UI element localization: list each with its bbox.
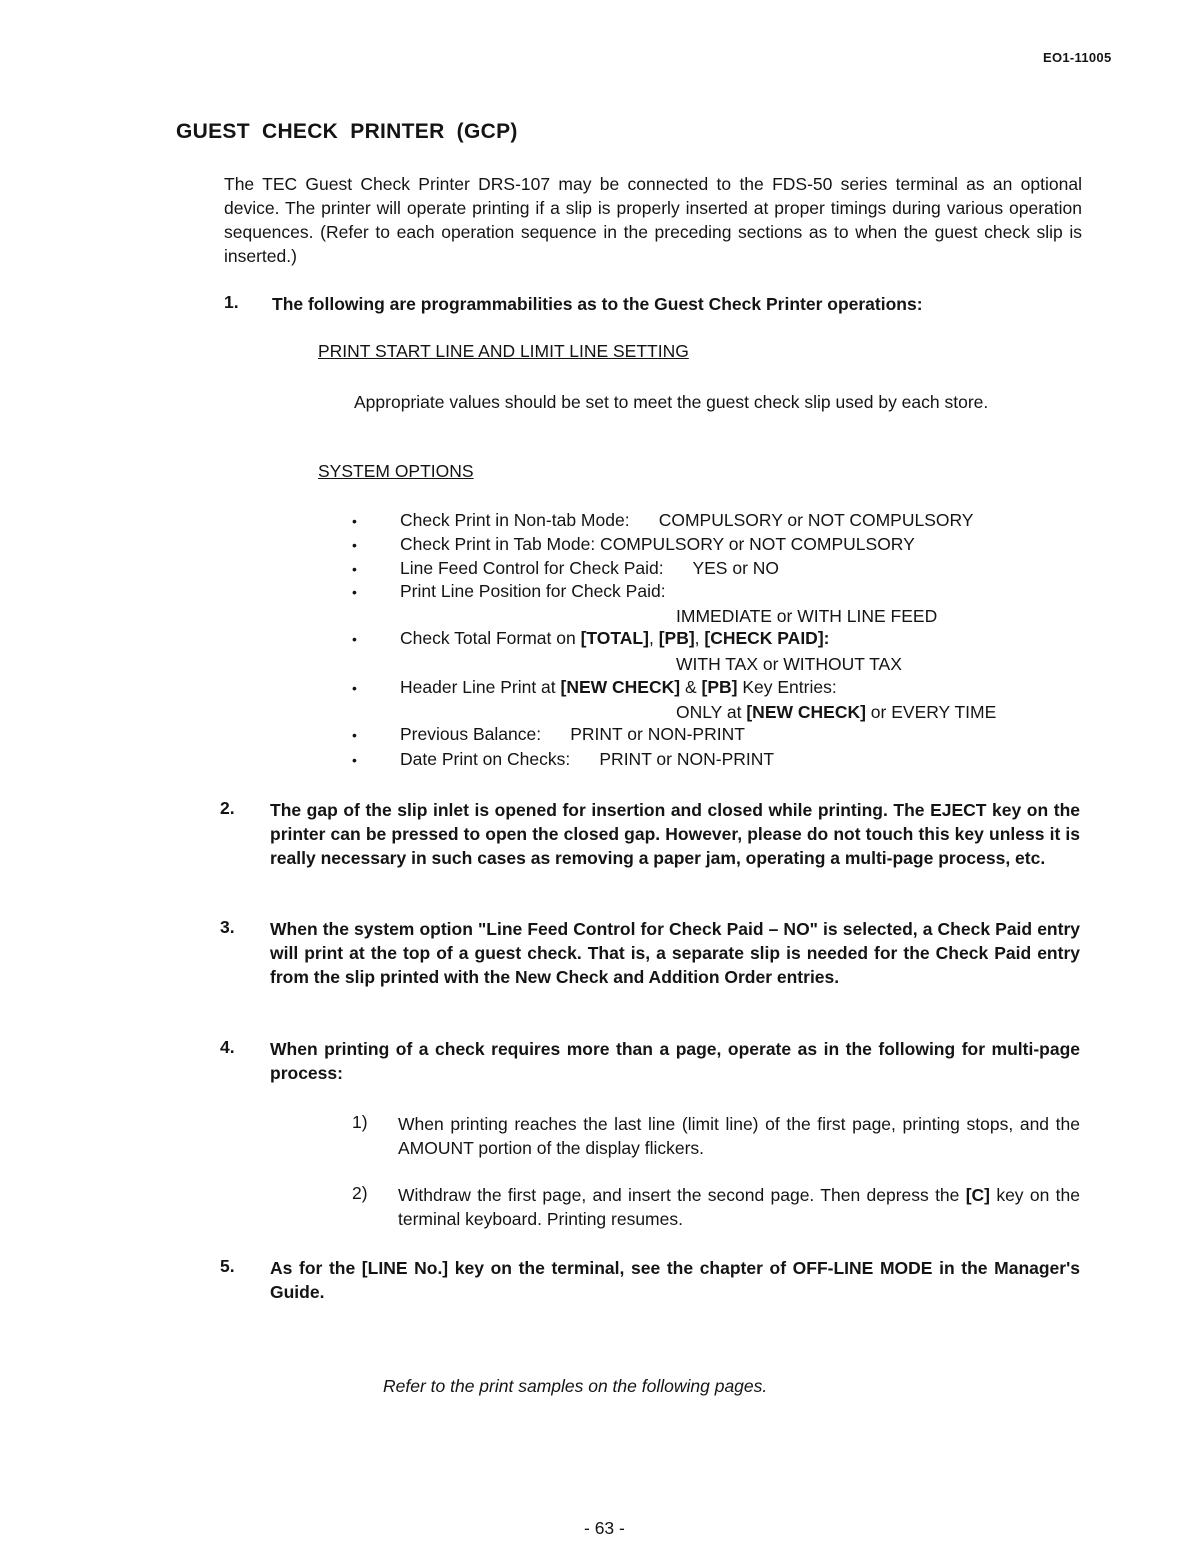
pb-key: [PB] <box>658 628 695 648</box>
item-2-text: The gap of the slip inlet is opened for insertion and closed while printing. The EJECT key on the printer can be pressed to open the closed gap. However, please do not touch this key unless it is really necessary in such cases as removing a paper jam, operating a multi-page process, etc. <box>270 800 1080 868</box>
bullet: • <box>352 631 357 647</box>
substep-1-text: When printing reaches the last line (limit line) of the first page, printing stops, and the AMOUNT portion of the display flickers. <box>398 1114 1080 1158</box>
option-header-line-print <box>400 677 837 698</box>
bullet: • <box>352 752 357 768</box>
pb-key: [PB] <box>701 677 738 697</box>
option-check-total-format-label: Check Total Format on <box>400 628 581 648</box>
bullet: • <box>352 727 357 743</box>
option-date-print: Date Print on Checks: PRINT or NON-PRINT <box>400 749 775 769</box>
separator: & <box>680 677 702 697</box>
only-at-text: ONLY at <box>676 702 747 722</box>
item-4-number: 4. <box>220 1037 235 1057</box>
option-non-tab-mode: Check Print in Non-tab Mode: COMPULSORY or NOT COMPULSORY <box>400 510 974 530</box>
new-check-key: [NEW CHECK] <box>560 677 681 697</box>
item-5-number: 5. <box>220 1256 235 1276</box>
option-print-line-position: Print Line Position for Check Paid: <box>400 581 666 601</box>
item-3-number: 3. <box>220 917 235 937</box>
bullet: • <box>352 561 357 577</box>
substep-1-number: 1) <box>352 1112 368 1132</box>
document-number: EO1-11005 <box>1043 50 1112 65</box>
option-header-line-print-suffix: Key Entries: <box>737 677 837 697</box>
bullet: • <box>352 537 357 553</box>
item-5-text: As for the [LINE No.] key on the terminal, see the chapter of OFF-LINE MODE in the Manager's Guide. <box>270 1258 1080 1302</box>
substep-2-number: 2) <box>352 1183 368 1203</box>
print-start-heading: PRINT START LINE AND LIMIT LINE SETTING <box>318 341 689 361</box>
check-paid-key: [CHECK PAID]: <box>704 628 830 648</box>
page-title: GUEST CHECK PRINTER (GCP) <box>176 120 518 143</box>
intro-paragraph: The TEC Guest Check Printer DRS-107 may be connected to the FDS-50 series terminal as an optional device. The printer will operate printing if a slip is properly inserted at proper timings during various operation sequences. (Refer to each operation sequence in the preceding sections as to when the guest check slip is inserted.) <box>224 174 1082 266</box>
option-tab-mode: Check Print in Tab Mode: COMPULSORY or NOT COMPULSORY <box>400 534 915 554</box>
item-4-text: When printing of a check requires more than a page, operate as in the following for multi-page process: <box>270 1039 1080 1083</box>
bullet: • <box>352 513 357 529</box>
item-1-number: 1. <box>224 292 239 312</box>
separator: , <box>694 628 705 648</box>
total-key: [TOTAL] <box>580 628 649 648</box>
print-samples-note: Refer to the print samples on the following pages. <box>383 1376 768 1396</box>
option-check-total-format <box>400 628 829 649</box>
option-header-line-print-values <box>676 702 996 723</box>
item-2-number: 2. <box>220 798 235 818</box>
bullet: • <box>352 584 357 600</box>
system-options-heading: SYSTEM OPTIONS <box>318 461 474 481</box>
print-start-text: Appropriate values should be set to meet the guest check slip used by each store. <box>354 392 989 412</box>
separator: , <box>648 628 659 648</box>
substep-2-text-c: key on the terminal keyboard. Printing resumes. <box>398 1185 1080 1229</box>
option-header-line-print-label: Header Line Print at <box>400 677 561 697</box>
option-print-line-position-values: IMMEDIATE or WITH LINE FEED <box>676 606 938 626</box>
page-number: - 63 - <box>584 1518 625 1538</box>
option-previous-balance: Previous Balance: PRINT or NON-PRINT <box>400 724 745 744</box>
item-3-text: When the system option "Line Feed Control for Check Paid – NO" is selected, a Check Paid entry will print at the top of a guest check. That is, a separate slip is needed for the Check Paid entry from the slip printed with the New Check and Addition Order entries. <box>270 919 1080 987</box>
new-check-key: [NEW CHECK] <box>746 702 866 722</box>
option-check-total-format-values: WITH TAX or WITHOUT TAX <box>676 654 902 674</box>
c-key: [C] <box>965 1185 991 1205</box>
every-time-text: or EVERY TIME <box>865 702 997 722</box>
option-line-feed: Line Feed Control for Check Paid: YES or NO <box>400 558 780 578</box>
substep-2-text <box>398 1183 1080 1231</box>
bullet: • <box>352 680 357 696</box>
substep-2-text-a: Withdraw the first page, and insert the second page. Then depress the <box>398 1185 966 1205</box>
item-1-text: The following are programmabilities as to the Guest Check Printer operations: <box>272 294 923 314</box>
